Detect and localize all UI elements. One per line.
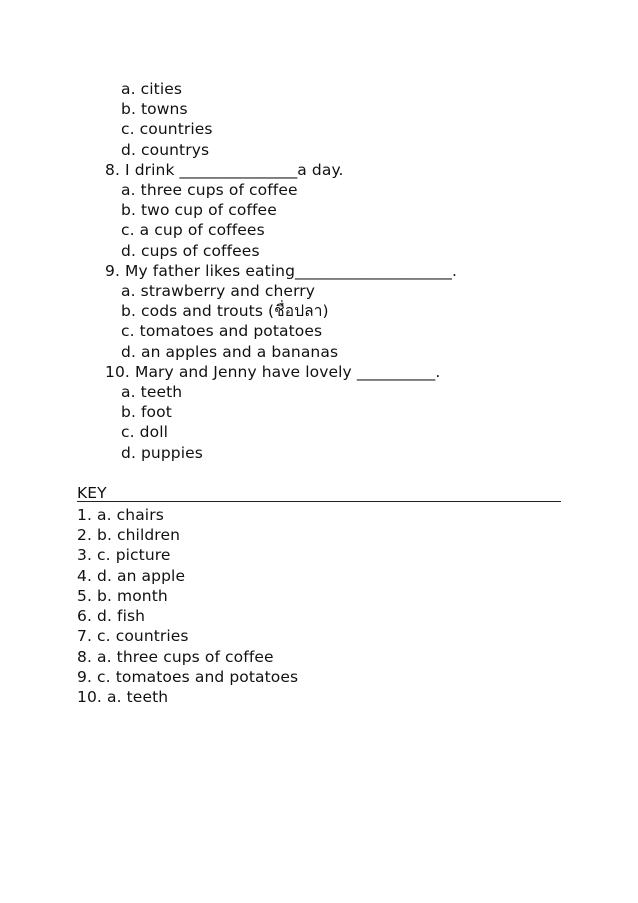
q10-option-c: c. doll — [121, 423, 169, 441]
key-answer-10: 10. a. teeth — [77, 688, 169, 706]
key-answer-6: 6. d. fish — [77, 607, 146, 625]
key-answer-9: 9. c. tomatoes and potatoes — [77, 668, 299, 686]
q10-option-b: b. foot — [121, 403, 172, 421]
q8-option-c: c. a cup of coffees — [121, 221, 265, 239]
key-heading: KEY — [77, 484, 107, 502]
q7-option-b: b. towns — [121, 100, 188, 118]
q10-stem: 10. Mary and Jenny have lovely __________. — [105, 363, 441, 381]
q7-option-d: d. countrys — [121, 141, 210, 159]
q9-option-c: c. tomatoes and potatoes — [121, 322, 323, 340]
q8-option-a: a. three cups of coffee — [121, 181, 298, 199]
q7-option-c: c. countries — [121, 120, 213, 138]
q10-option-a: a. teeth — [121, 383, 183, 401]
key-answer-2: 2. b. children — [77, 526, 180, 544]
q8-stem: 8. I drink _______________a day. — [105, 161, 344, 179]
key-answer-3: 3. c. picture — [77, 546, 171, 564]
key-answer-8: 8. a. three cups of coffee — [77, 648, 274, 666]
q9-option-a: a. strawberry and cherry — [121, 282, 316, 300]
q9-stem: 9. My father likes eating____________________. — [105, 262, 458, 280]
key-divider — [77, 501, 561, 502]
q9-option-b: b. cods and trouts (ชื่อปลา) — [121, 302, 329, 320]
key-answer-1: 1. a. chairs — [77, 506, 164, 524]
q9-option-d: d. an apples and a bananas — [121, 343, 339, 361]
q8-option-d: d. cups of coffees — [121, 242, 260, 260]
key-answer-5: 5. b. month — [77, 587, 168, 605]
q8-option-b: b. two cup of coffee — [121, 201, 277, 219]
q10-option-d: d. puppies — [121, 444, 203, 462]
q7-option-a: a. cities — [121, 80, 183, 98]
key-answer-7: 7. c. countries — [77, 627, 189, 645]
key-answer-4: 4. d. an apple — [77, 567, 186, 585]
